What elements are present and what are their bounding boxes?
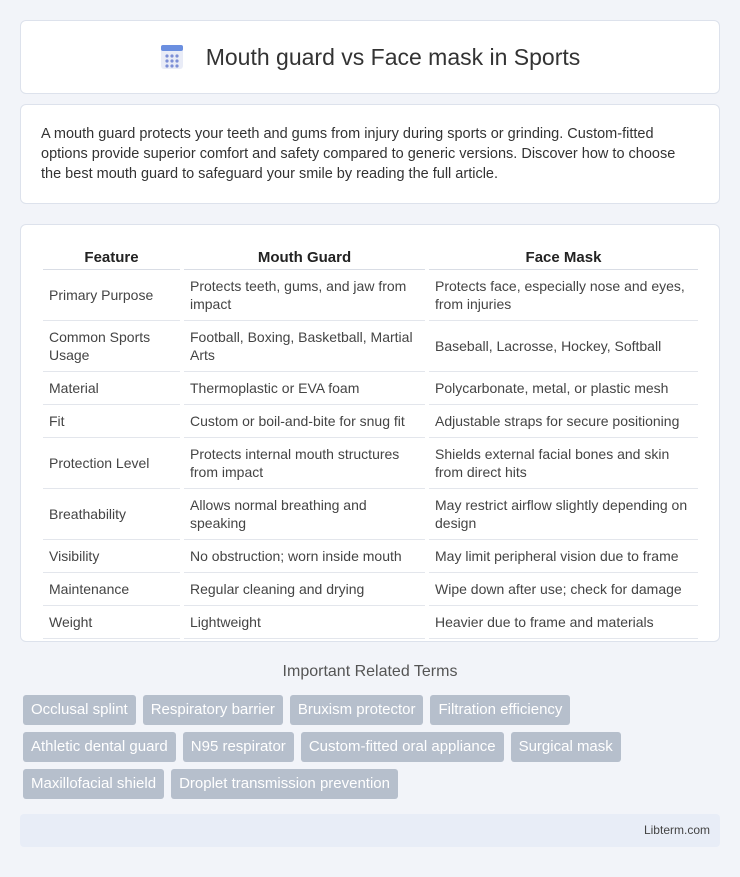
intro-text: A mouth guard protects your teeth and gums from injury during sports or grinding. Custom-fitted options provide superior comfort and safety compared to generic versions. Discover how to choose the best mouth guard to safeguard your smile by reading the full article. [41, 126, 676, 182]
comparison-card [20, 224, 720, 642]
related-term-tag[interactable]: Occlusal splint [23, 695, 136, 725]
comparison-table [43, 247, 698, 639]
face-mask-cell: Protects face, especially nose and eyes, from injuries [427, 270, 698, 321]
table-header-row [43, 247, 698, 270]
face-mask-cell: Adjustable straps for secure positioning [427, 405, 698, 438]
document-list-icon [160, 44, 184, 70]
related-term-tag[interactable]: N95 respirator [183, 732, 294, 762]
related-term-tag[interactable]: Surgical mask [511, 732, 621, 762]
feature-cell: Fit [43, 405, 182, 438]
related-term-tag[interactable]: Athletic dental guard [23, 732, 176, 762]
mouth-guard-cell: Football, Boxing, Basketball, Martial Arts [182, 321, 427, 372]
face-mask-cell: Wipe down after use; check for damage [427, 573, 698, 606]
table-row [43, 540, 698, 573]
footer [20, 814, 720, 847]
feature-cell: Common Sports Usage [43, 321, 182, 372]
related-term-tag[interactable]: Bruxism protector [290, 695, 424, 725]
face-mask-cell: Baseball, Lacrosse, Hockey, Softball [427, 321, 698, 372]
face-mask-cell: May restrict airflow slightly depending on design [427, 489, 698, 540]
table-row [43, 321, 698, 372]
table-row [43, 438, 698, 489]
face-mask-cell: Polycarbonate, metal, or plastic mesh [427, 372, 698, 405]
mouth-guard-cell: Thermoplastic or EVA foam [182, 372, 427, 405]
feature-cell: Weight [43, 606, 182, 639]
mouth-guard-cell: Custom or boil-and-bite for snug fit [182, 405, 427, 438]
footer-site-link[interactable]: Libterm.com [643, 823, 710, 837]
column-header-mouth-guard: Mouth Guard [182, 247, 427, 270]
related-term-tag[interactable]: Filtration efficiency [430, 695, 570, 725]
mouth-guard-cell: Allows normal breathing and speaking [182, 489, 427, 540]
face-mask-cell: Shields external facial bones and skin from direct hits [427, 438, 698, 489]
intro-card [20, 104, 720, 204]
table-row [43, 405, 698, 438]
table-row [43, 489, 698, 540]
table-row [43, 270, 698, 321]
feature-cell: Protection Level [43, 438, 182, 489]
mouth-guard-cell: Regular cleaning and drying [182, 573, 427, 606]
feature-cell: Maintenance [43, 573, 182, 606]
feature-cell: Visibility [43, 540, 182, 573]
mouth-guard-cell: Protects teeth, gums, and jaw from impact [182, 270, 427, 321]
mouth-guard-cell: No obstruction; worn inside mouth [182, 540, 427, 573]
related-term-tag[interactable]: Respiratory barrier [143, 695, 283, 725]
table-row [43, 606, 698, 639]
page-title: Mouth guard vs Face mask in Sports [205, 43, 581, 70]
related-terms-heading: Important Related Terms [282, 663, 458, 680]
table-row [43, 573, 698, 606]
feature-cell: Material [43, 372, 182, 405]
face-mask-cell: May limit peripheral vision due to frame [427, 540, 698, 573]
table-row [43, 372, 698, 405]
related-terms-list [23, 695, 723, 799]
feature-cell: Primary Purpose [43, 270, 182, 321]
feature-cell: Breathability [43, 489, 182, 540]
title-card [20, 20, 720, 94]
face-mask-cell: Heavier due to frame and materials [427, 606, 698, 639]
mouth-guard-cell: Protects internal mouth structures from impact [182, 438, 427, 489]
mouth-guard-cell: Lightweight [182, 606, 427, 639]
related-term-tag[interactable]: Maxillofacial shield [23, 769, 164, 799]
column-header-face-mask: Face Mask [427, 247, 698, 270]
column-header-feature: Feature [43, 247, 182, 270]
related-term-tag[interactable]: Custom-fitted oral appliance [301, 732, 504, 762]
related-term-tag[interactable]: Droplet transmission prevention [171, 769, 398, 799]
